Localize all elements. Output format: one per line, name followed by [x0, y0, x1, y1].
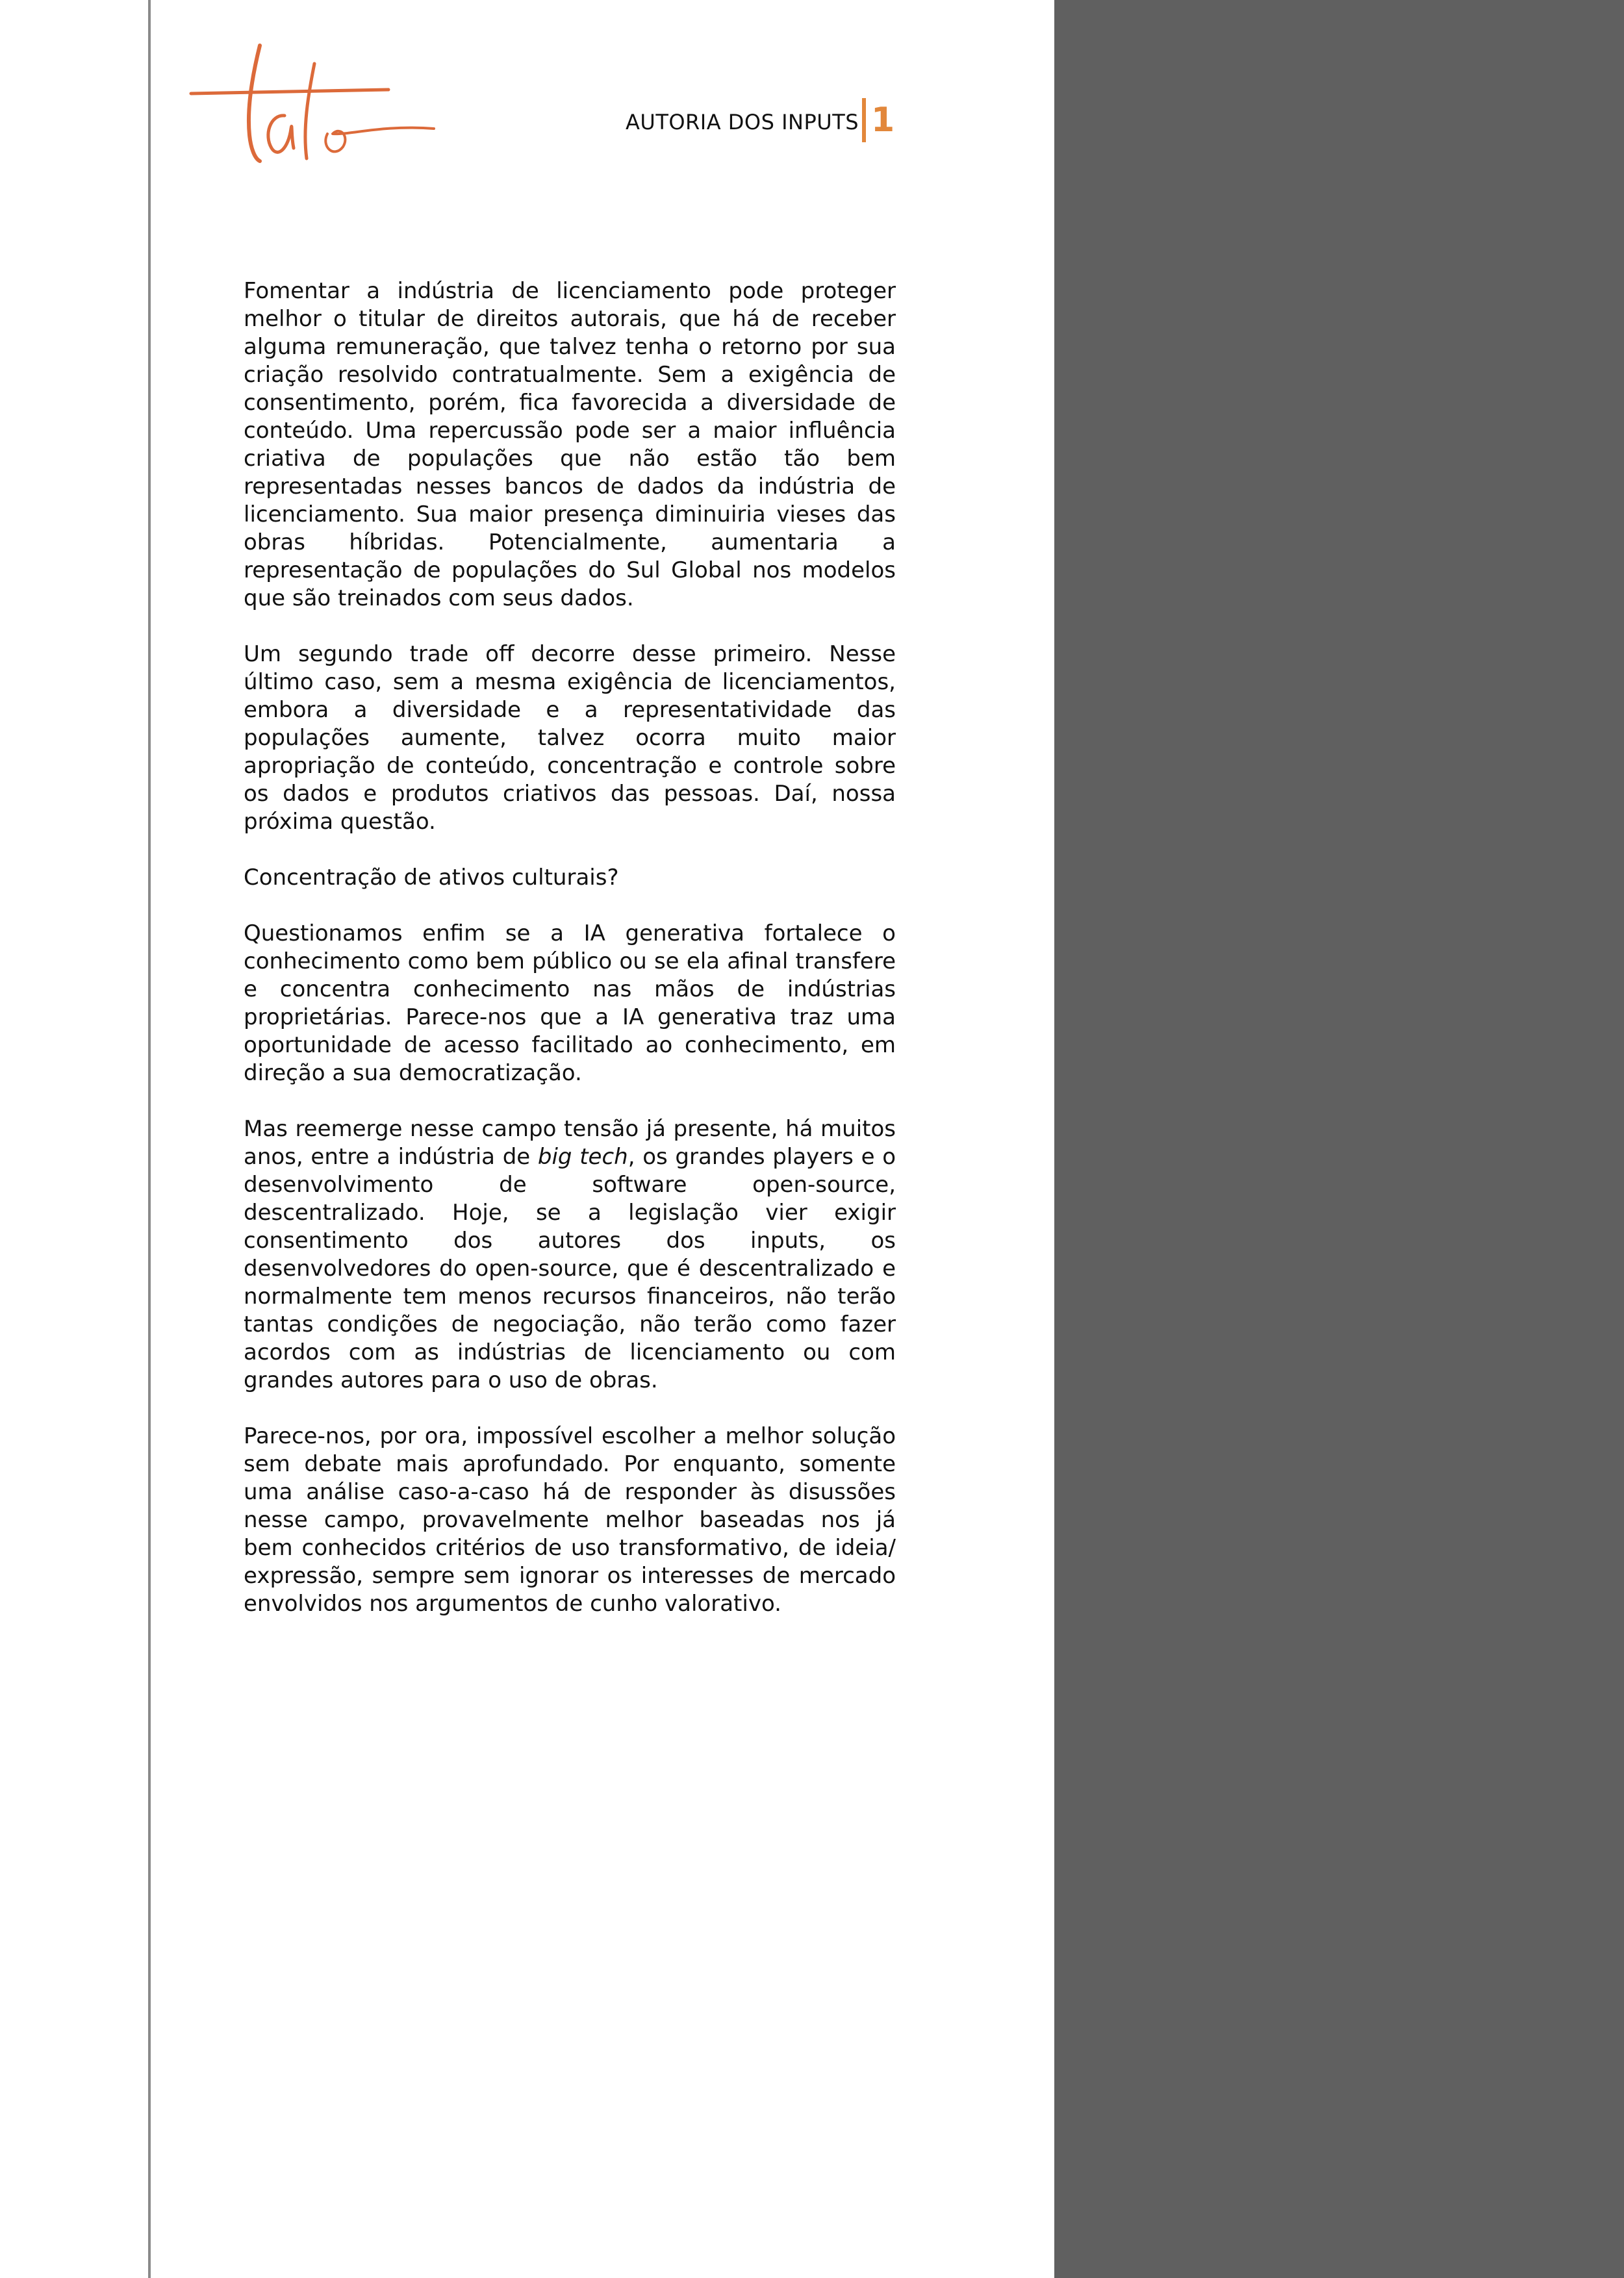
paragraph-1: Fomentar a indústria de licenciamento pode proteger melhor o titular de direitos autorais, que há de receber alguma remuneração, que talvez tenha o retorno por sua criação resolvido contratualmente. Sem a exigência de consentimento, porém, fica favorecida a diversidade de conteúdo. Uma repercussão pode ser a maior influência criativa de populações que não estão tão bem representadas nesses bancos de dados da indústria de licenciamento. Sua maior presença diminuiria vieses das obras híbridas. Potencialmente, aumentaria a representação de populações do Sul Global nos modelos que são treinados com seus dados. — [244, 278, 896, 611]
paragraph-2: Um segundo trade off decorre desse primeiro. Nesse último caso, sem a mesma exigência de licenciamentos, embora a diversidade e a representatividade das populações aumente, talvez ocorra muito maior apropriação de conteúdo, concentração e controle sobre os dados e produtos criativos das pessoas. Daí, nossa próxima questão. — [244, 641, 896, 835]
paragraph-5: Parece-nos, por ora, impossível escolher a melhor solução sem debate mais aprofundado. Por enquanto, somente uma análise caso-a-caso há de responder às disussões nesse campo, provavelmente melhor baseadas nos já bem conhecidos critérios de uso transformativo, de ideia/ expressão, sempre sem ignorar os interesses de mercado envolvidos nos argumentos de cunho valorativo. — [244, 1423, 896, 1617]
paragraph-4-text-before: Mas reemerge nesse campo tensão já presente, há muitos anos, entre a indústria de — [244, 1116, 896, 1170]
paragraph-4-text-after: , os grandes players e o desenvolvimento de software open-source, descentralizado. Hoje, se a legislação vier exigir consentimento dos autores dos inputs, os desenvolvedores do open-source, que é descentralizado e normalmente tem menos recursos financeiros, não terão tantas condições de negociação, não terão como fazer acordos com as indústrias de licenciamento ou com grandes autores para o uso de obras. — [244, 1144, 896, 1393]
header-accent-bar — [862, 98, 866, 142]
header-title: AUTORIA DOS INPUTS — [626, 110, 859, 134]
page-number: 1 — [871, 101, 895, 140]
left-margin-rule — [148, 0, 151, 2278]
paragraph-3: Questionamos enfim se a IA generativa fortalece o conhecimento como bem público ou se ela afinal transfere e concentra conhecimento nas mãos de indústrias proprietárias. Parece-nos que a IA generativa traz uma oportunidade de acesso facilitado ao conhecimento, em direção a sua democratização. — [244, 920, 896, 1086]
paragraph-4 — [244, 1115, 896, 1395]
side-panel — [1054, 0, 1624, 2278]
section-heading: Concentração de ativos culturais? — [244, 865, 619, 891]
tato-logo — [187, 38, 440, 168]
tato-logo-graphic — [187, 38, 440, 168]
document-body — [244, 277, 896, 1646]
paragraph-4-italic-term: big tech — [537, 1144, 628, 1170]
